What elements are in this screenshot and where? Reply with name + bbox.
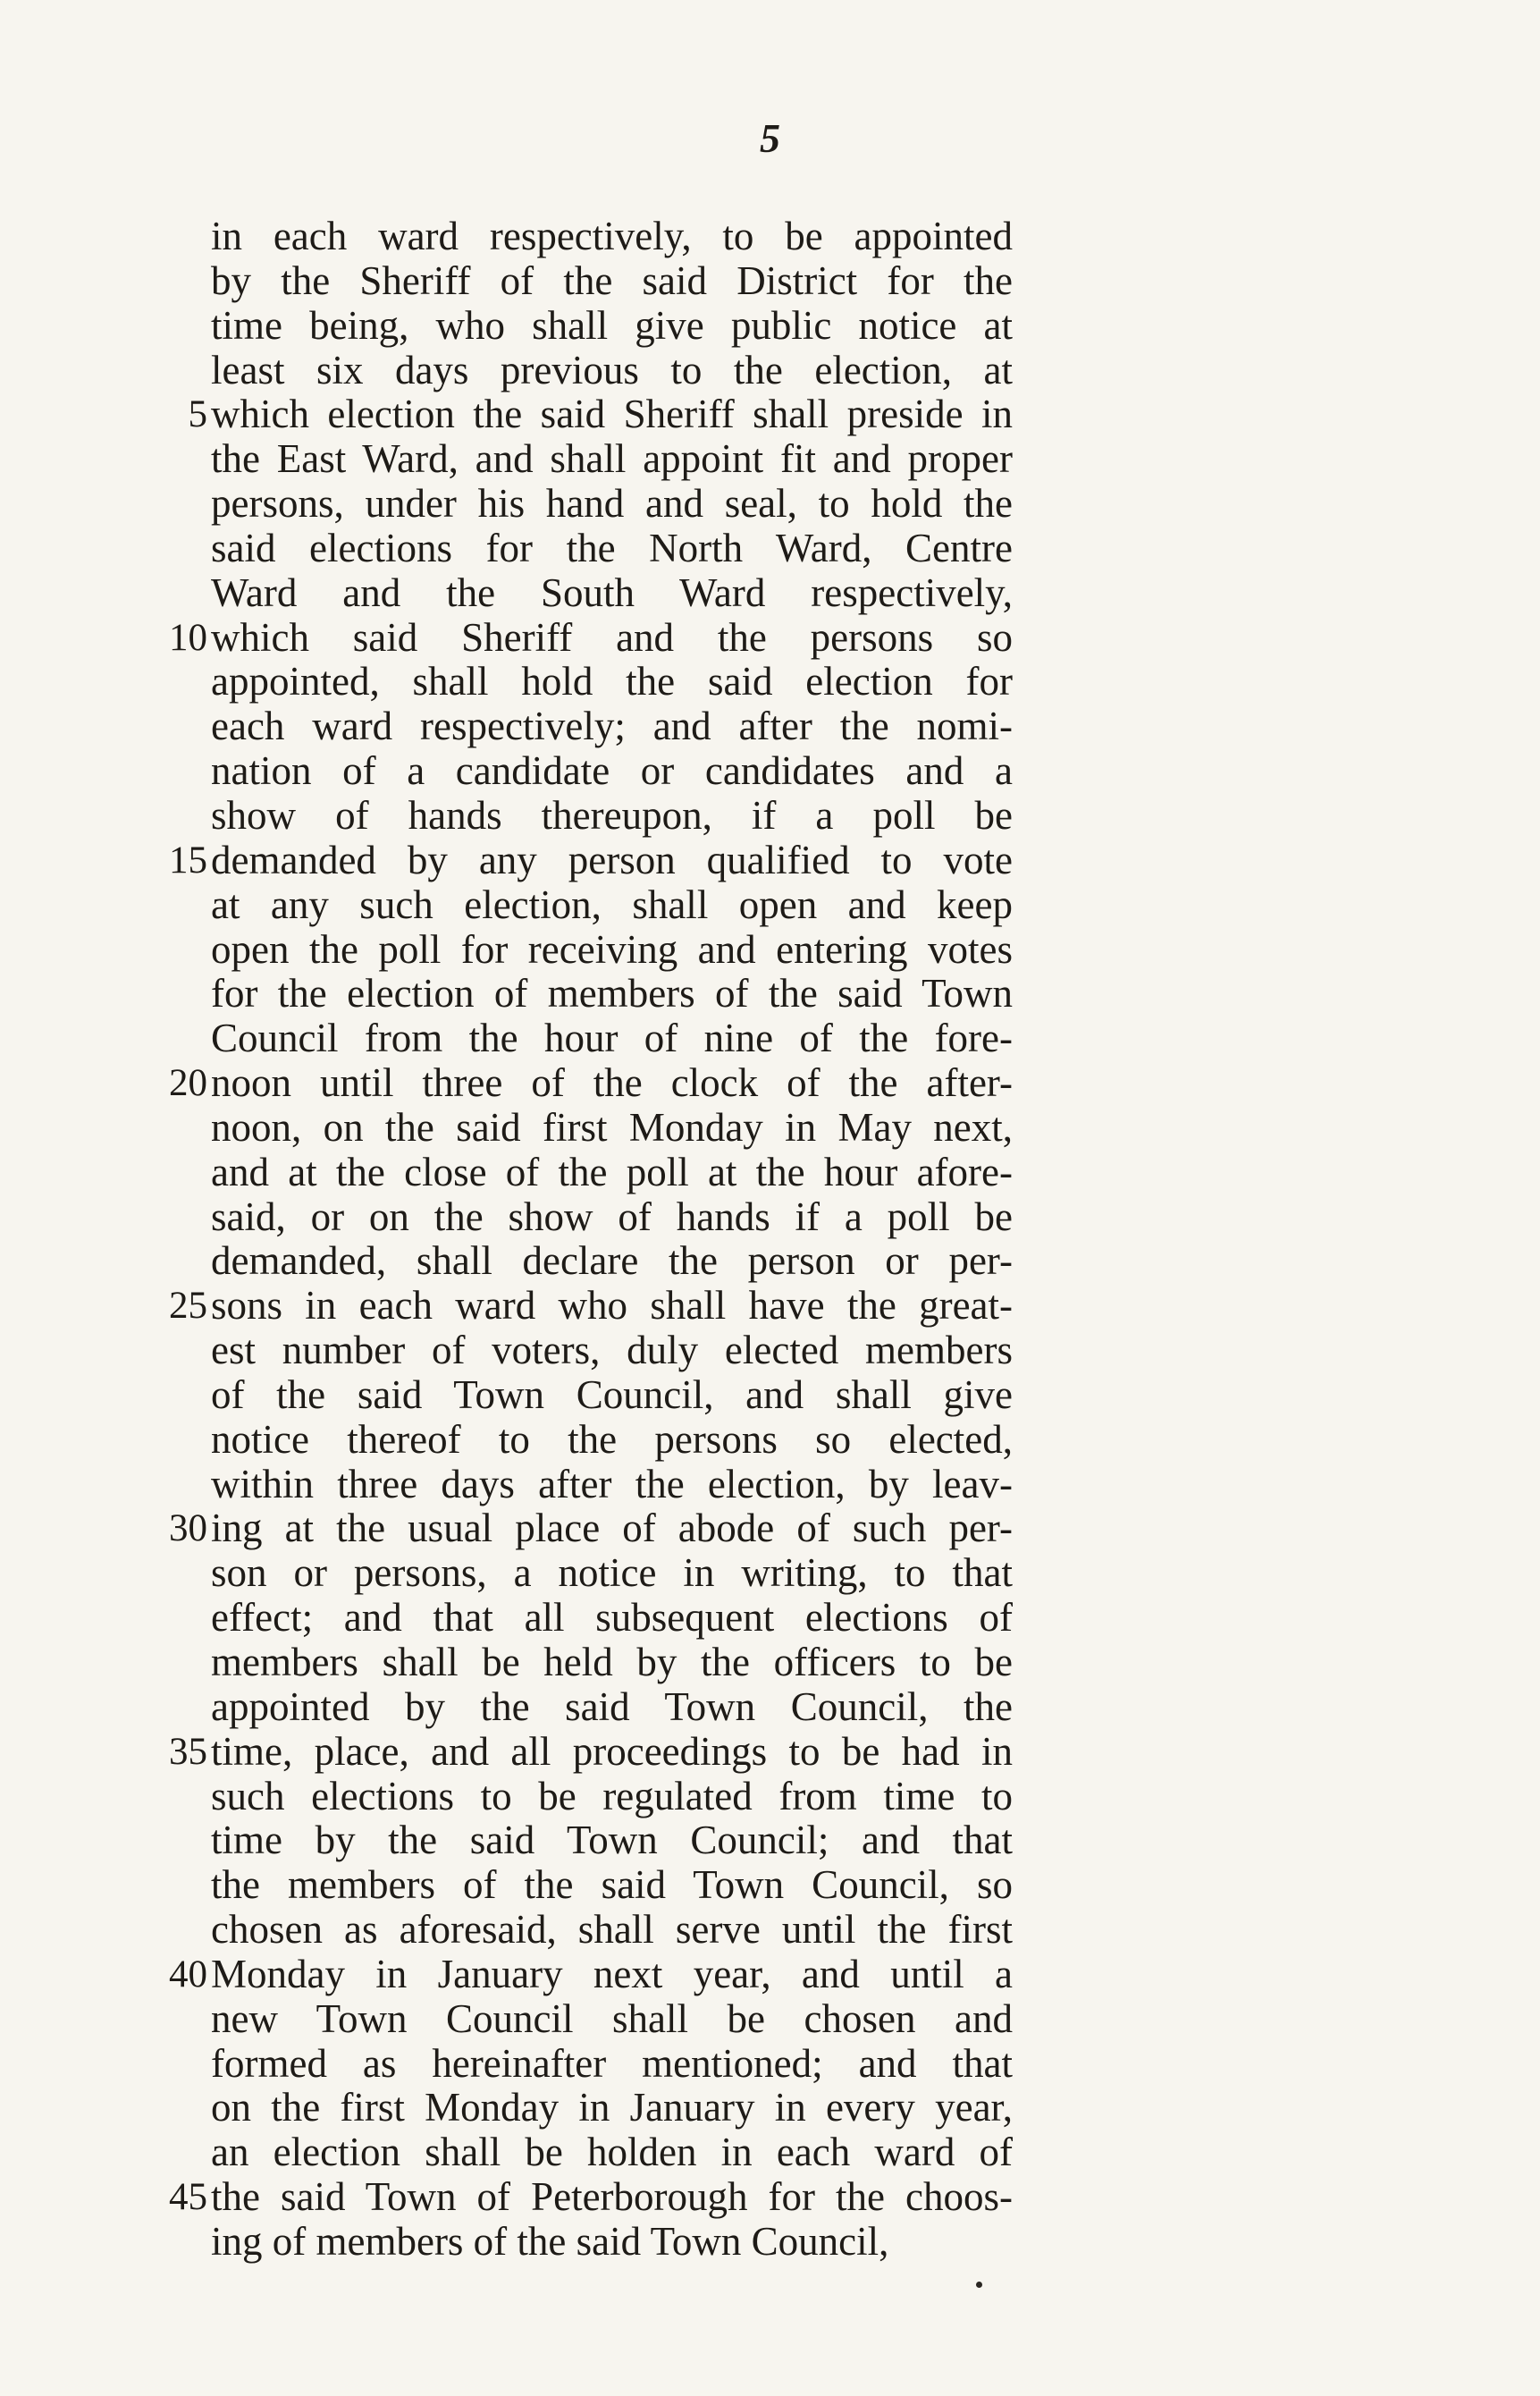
text-line: [0, 1061, 1540, 1106]
stray-ink-mark: [976, 2282, 982, 2288]
line-text: the East Ward, and shall appoint fit and proper: [211, 436, 1013, 482]
line-text: persons, under his hand and seal, to hold the: [211, 481, 1013, 527]
line-number: 45: [169, 2176, 207, 2219]
text-line: [0, 2220, 1540, 2265]
text-line: [0, 259, 1540, 304]
line-text: appointed, shall hold the said election for: [211, 659, 1013, 704]
line-text: at any such election, shall open and keep: [211, 882, 1013, 927]
line-text: demanded by any person qualified to vote: [211, 837, 1013, 882]
line-text: ing of members of the said Town Council,: [211, 2218, 889, 2264]
text-line: [0, 1329, 1540, 1373]
text-line: [0, 215, 1540, 259]
line-text: for the election of members of the said Town: [211, 971, 1013, 1017]
text-line: [0, 794, 1540, 839]
line-number: 25: [169, 1285, 207, 1328]
text-line: [0, 1373, 1540, 1418]
line-text: time by the said Town Council; and that: [211, 1818, 1013, 1863]
line-text: by the Sheriff of the said District for the: [211, 257, 1013, 303]
line-text: notice thereof to the persons so elected,: [211, 1416, 1013, 1462]
line-text: son or persons, a notice in writing, to that: [211, 1550, 1013, 1596]
text-line: [0, 1863, 1540, 1908]
text-line: [0, 1908, 1540, 1953]
line-text: noon, on the said first Monday in May next,: [211, 1104, 1013, 1150]
line-number: 20: [169, 1062, 207, 1105]
text-line: [0, 1195, 1540, 1240]
line-text: which said Sheriff and the persons so: [211, 614, 1013, 660]
text-line: [0, 1017, 1540, 1061]
text-line: [0, 1151, 1540, 1195]
line-text: ing at the usual place of abode of such per-: [211, 1506, 1013, 1551]
line-number: 10: [169, 616, 207, 659]
text-line: [0, 437, 1540, 482]
text-line: [0, 1641, 1540, 1685]
line-number: 5: [188, 393, 207, 436]
text-line: [0, 1284, 1540, 1329]
line-text: demanded, shall declare the person or per-: [211, 1238, 1013, 1284]
line-text: nation of a candidate or candidates and a: [211, 748, 1013, 794]
text-line: [0, 1551, 1540, 1596]
line-text: in each ward respectively, to be appointed: [211, 214, 1013, 258]
text-line: [0, 1997, 1540, 2042]
line-text: chosen as aforesaid, shall serve until the first: [211, 1907, 1013, 1953]
line-text: show of hands thereupon, if a poll be: [211, 792, 1013, 838]
body-text: [0, 215, 1540, 2265]
text-line: [0, 704, 1540, 749]
text-line: [0, 1775, 1540, 1819]
line-number: 40: [169, 1953, 207, 1995]
text-line: [0, 1106, 1540, 1151]
line-text: Council from the hour of nine of the fore-: [211, 1016, 1013, 1061]
line-text: open the poll for receiving and entering votes: [211, 926, 1013, 972]
line-text: Monday in January next year, and until a: [211, 1951, 1013, 1996]
page-number: 5: [760, 115, 780, 161]
line-number: 30: [169, 1507, 207, 1550]
text-line: [0, 749, 1540, 794]
text-line: [0, 928, 1540, 973]
line-text: sons in each ward who shall have the great-: [211, 1283, 1013, 1329]
text-line: [0, 527, 1540, 571]
text-line: [0, 616, 1540, 661]
text-line: [0, 883, 1540, 928]
text-line: [0, 2086, 1540, 2130]
text-line: [0, 1685, 1540, 1730]
line-text: time being, who shall give public notice at: [211, 302, 1013, 348]
text-line: [0, 2130, 1540, 2175]
text-line: [0, 349, 1540, 393]
text-line: [0, 1730, 1540, 1775]
line-text: an election shall be holden in each ward of: [211, 2130, 1013, 2175]
line-text: Ward and the South Ward respectively,: [211, 569, 1013, 615]
text-line: [0, 2042, 1540, 2087]
text-line: [0, 2175, 1540, 2220]
line-text: on the first Monday in January in every year,: [211, 2085, 1013, 2130]
line-text: of the said Town Council, and shall give: [211, 1371, 1013, 1417]
line-text: formed as hereinafter mentioned; and that: [211, 2040, 1013, 2086]
line-number: 35: [169, 1730, 207, 1773]
line-text: said elections for the North Ward, Centre: [211, 525, 1013, 570]
line-text: noon until three of the clock of the after-: [211, 1060, 1013, 1106]
text-line: [0, 1953, 1540, 1997]
text-line: [0, 839, 1540, 883]
text-line: [0, 571, 1540, 616]
text-line: [0, 1239, 1540, 1284]
line-text: new Town Council shall be chosen and: [211, 1995, 1013, 2041]
line-text: each ward respectively; and after the nomi-: [211, 704, 1013, 749]
line-text: the said Town of Peterborough for the choos-: [211, 2174, 1013, 2220]
text-line: [0, 972, 1540, 1017]
text-line: [0, 1818, 1540, 1863]
line-text: and at the close of the poll at the hour afore-: [211, 1149, 1013, 1194]
line-text: members shall be held by the officers to be: [211, 1640, 1013, 1684]
line-text: appointed by the said Town Council, the: [211, 1683, 1013, 1729]
text-line: [0, 1418, 1540, 1463]
text-line: [0, 1463, 1540, 1507]
text-line: [0, 1506, 1540, 1551]
line-text: within three days after the election, by leav-: [211, 1461, 1013, 1506]
text-line: [0, 660, 1540, 704]
text-line: [0, 482, 1540, 527]
line-text: effect; and that all subsequent elections of: [211, 1595, 1013, 1641]
line-text: such elections to be regulated from time to: [211, 1773, 1013, 1818]
line-text: est number of voters, duly elected members: [211, 1328, 1013, 1373]
line-text: which election the said Sheriff shall preside in: [211, 392, 1013, 437]
text-line: [0, 304, 1540, 349]
text-line: [0, 392, 1540, 437]
line-number: 15: [169, 839, 207, 882]
line-text: time, place, and all proceedings to be had in: [211, 1728, 1013, 1774]
line-text: the members of the said Town Council, so: [211, 1862, 1013, 1908]
line-text: least six days previous to the election, at: [211, 347, 1013, 392]
text-line: [0, 1596, 1540, 1641]
line-text: said, or on the show of hands if a poll be: [211, 1194, 1013, 1239]
